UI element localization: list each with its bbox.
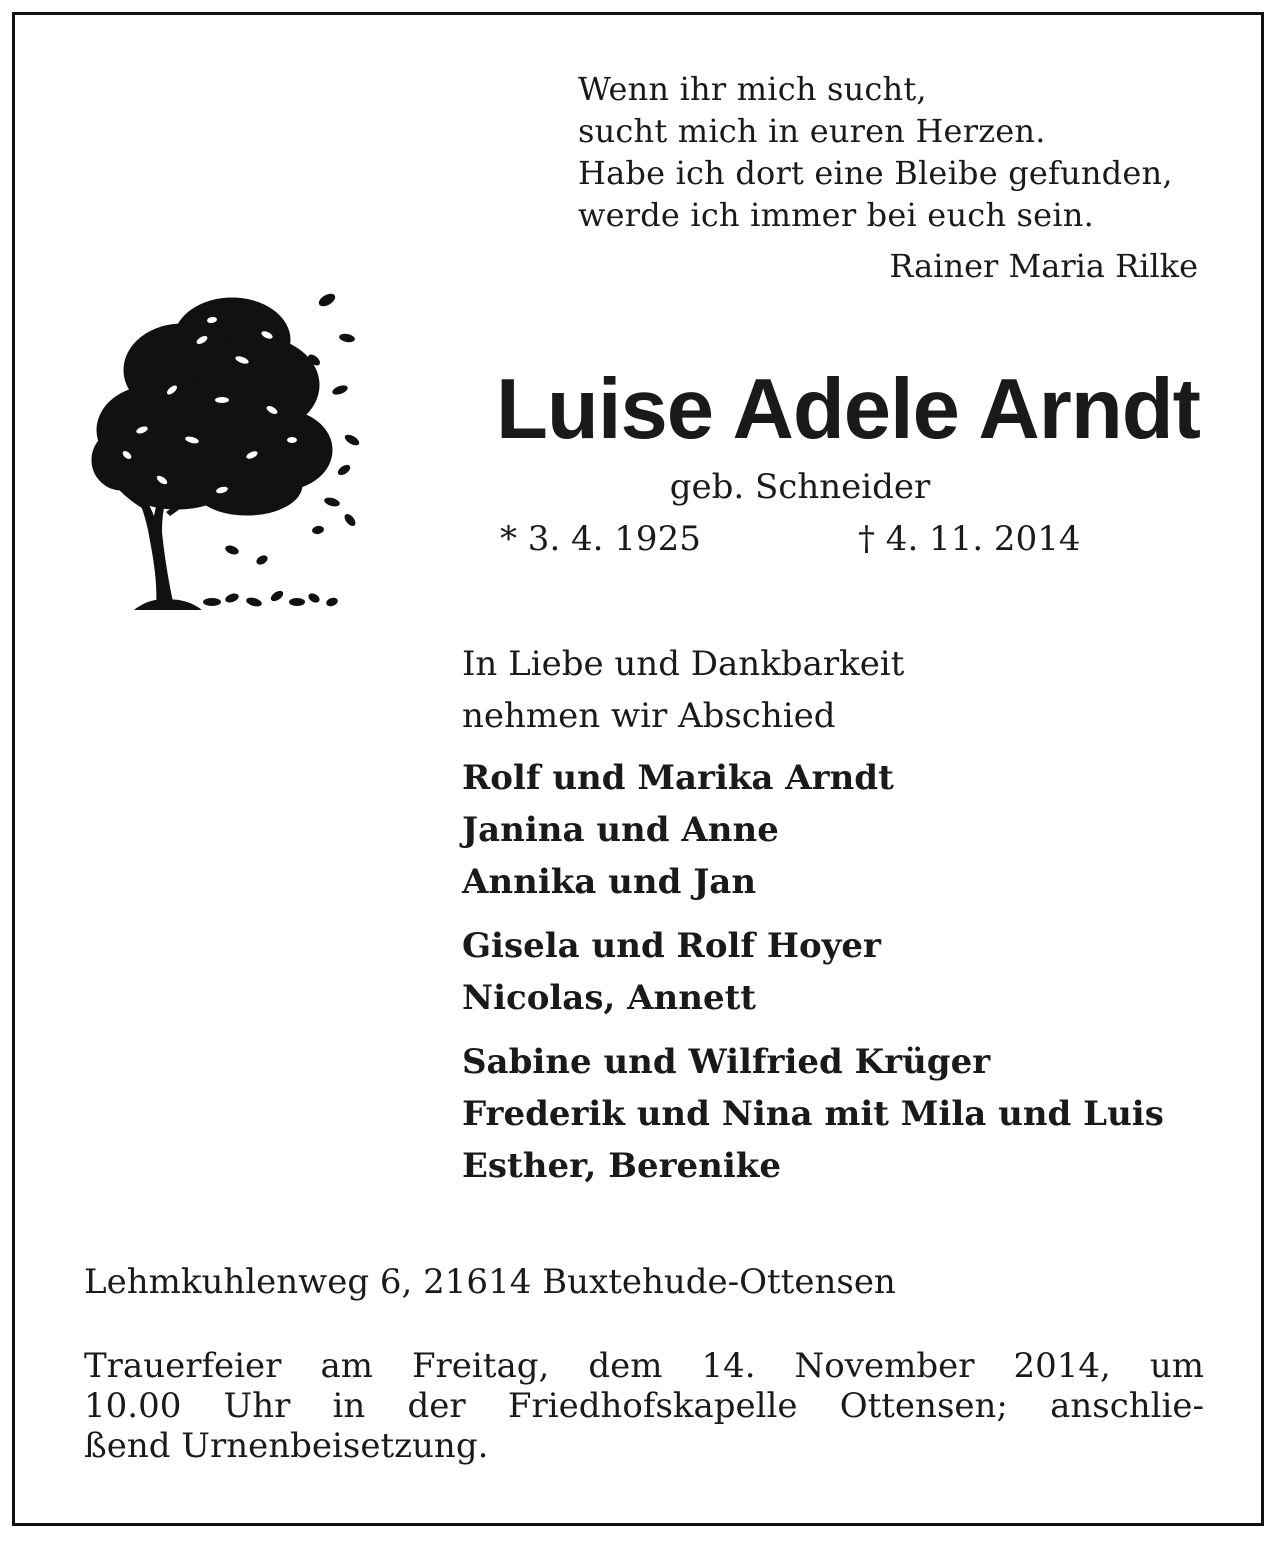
farewell-line: nehmen wir Abschied bbox=[462, 696, 836, 736]
funeral-line: ßend Urnenbeisetzung. bbox=[84, 1426, 489, 1466]
family-member: Nicolas, Annett bbox=[462, 978, 756, 1018]
death-date: † 4. 11. 2014 bbox=[858, 519, 1081, 559]
family-member: Gisela und Rolf Hoyer bbox=[462, 926, 881, 966]
birth-date: * 3. 4. 1925 bbox=[500, 519, 701, 559]
poem-line: werde ich immer bei euch sein. bbox=[578, 196, 1094, 234]
funeral-line: Trauerfeier am Freitag, dem 14. November 2014, um bbox=[84, 1346, 1204, 1386]
family-member: Annika und Jan bbox=[462, 862, 757, 902]
farewell-line: In Liebe und Dankbarkeit bbox=[462, 644, 905, 684]
family-member: Sabine und Wilfried Krüger bbox=[462, 1042, 991, 1082]
family-member: Rolf und Marika Arndt bbox=[462, 758, 894, 798]
poem-line: Wenn ihr mich sucht, bbox=[578, 70, 927, 108]
poem-line: sucht mich in euren Herzen. bbox=[578, 112, 1046, 150]
family-list bbox=[462, 752, 1164, 1204]
family-member: Esther, Berenike bbox=[462, 1146, 781, 1186]
tree-in-wind-icon bbox=[82, 280, 367, 620]
poem-author: Rainer Maria Rilke bbox=[889, 247, 1198, 285]
maiden-name: geb. Schneider bbox=[669, 467, 931, 507]
funeral-info bbox=[84, 1346, 1204, 1466]
family-group bbox=[462, 1036, 1164, 1192]
deceased-name: Luise Adele Arndt bbox=[495, 362, 1200, 457]
address: Lehmkuhlenweg 6, 21614 Buxtehude-Ottensen bbox=[84, 1262, 896, 1302]
farewell-text bbox=[462, 638, 904, 742]
family-group bbox=[462, 752, 1164, 908]
funeral-line: 10.00 Uhr in der Friedhofskapelle Ottensen; anschlie- bbox=[84, 1386, 1204, 1426]
family-member: Janina und Anne bbox=[462, 810, 779, 850]
family-member: Frederik und Nina mit Mila und Luis bbox=[462, 1094, 1164, 1134]
poem bbox=[578, 68, 1173, 236]
poem-line: Habe ich dort eine Bleibe gefunden, bbox=[578, 154, 1173, 192]
family-group bbox=[462, 920, 1164, 1024]
